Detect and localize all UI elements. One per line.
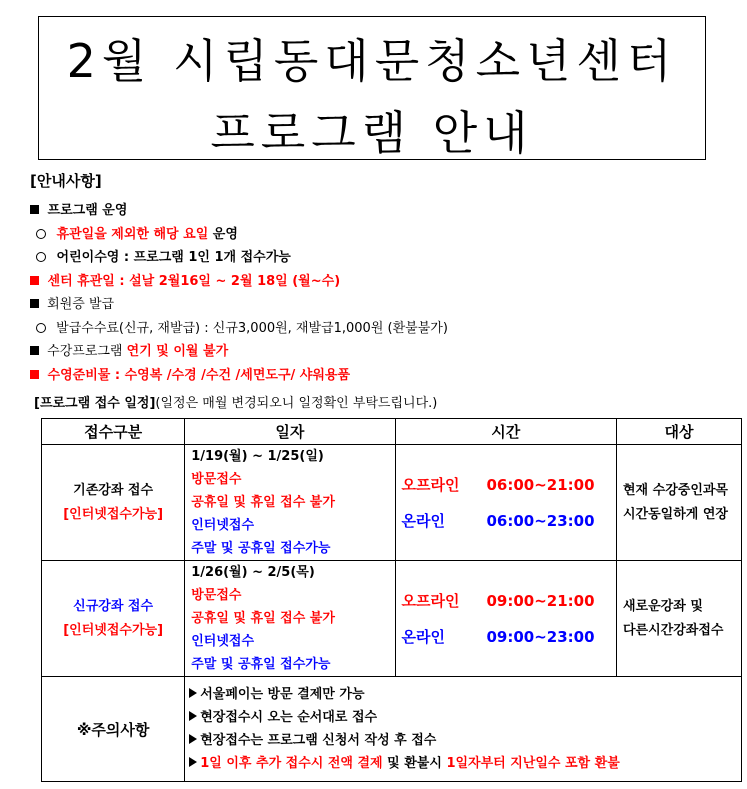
caution-line-2-text: 현장접수시 오는 순서대로 접수 bbox=[200, 710, 378, 725]
triangle-bullet-icon bbox=[189, 688, 197, 698]
row2-time-label-cell bbox=[395, 561, 486, 677]
row2-cat1: 신규강좌 접수 bbox=[73, 598, 154, 614]
caution-line-2 bbox=[185, 706, 741, 729]
table-row bbox=[42, 561, 742, 677]
triangle-bullet-icon bbox=[189, 734, 197, 744]
notice-header: [안내사항] bbox=[30, 172, 102, 190]
row2-target1: 새로운강좌 및 bbox=[623, 598, 703, 614]
square-bullet-icon bbox=[30, 205, 39, 214]
caution-line-4-red2: 1일자부터 지난일수 포함 환불 bbox=[446, 756, 620, 771]
caution-line-4 bbox=[185, 752, 741, 775]
table-row bbox=[42, 445, 742, 561]
table-row bbox=[42, 677, 742, 782]
row1-offline-time: 06:00~21:00 bbox=[486, 475, 595, 494]
row2-date-cell bbox=[185, 561, 395, 677]
square-bullet-icon bbox=[30, 299, 39, 308]
notice-op-item-2 bbox=[30, 246, 720, 270]
caution-cell bbox=[185, 677, 742, 782]
row2-visit: 방문접수 bbox=[191, 588, 242, 603]
circle-bullet-icon bbox=[36, 229, 46, 239]
row1-internet: 인터넷접수 bbox=[191, 518, 255, 533]
triangle-bullet-icon bbox=[189, 711, 197, 721]
closed-text: 센터 휴관일 : 설날 2월16일 ~ 2월 18일 (월~수) bbox=[47, 273, 341, 289]
caution-line-3 bbox=[185, 729, 741, 752]
notice-section bbox=[30, 170, 720, 387]
notice-op-item-1 bbox=[30, 223, 720, 247]
row1-target2: 시간동일하게 연장 bbox=[623, 506, 728, 522]
row1-cat1: 기존강좌 접수 bbox=[73, 482, 154, 498]
header-category: 접수구분 bbox=[42, 419, 185, 445]
notice-membership bbox=[30, 293, 720, 317]
row1-date: 1/19(월) ~ 1/25(일) bbox=[191, 449, 324, 464]
title-box bbox=[38, 16, 706, 160]
row2-target bbox=[617, 561, 742, 677]
row2-visit-note: 공휴일 및 휴일 접수 불가 bbox=[191, 611, 335, 626]
row1-offline-label: 오프라인 bbox=[401, 475, 460, 494]
row2-offline-time: 09:00~21:00 bbox=[486, 591, 595, 610]
circle-bullet-icon bbox=[36, 252, 46, 262]
row1-online-label: 온라인 bbox=[401, 511, 446, 530]
row1-target bbox=[617, 445, 742, 561]
fee-text: 발급수수료(신규, 재발급) : 신규3,000원, 재발급1,000원 (환불불가) bbox=[56, 320, 448, 336]
op-item1-black: 운영 bbox=[212, 226, 238, 242]
row2-date: 1/26(월) ~ 2/5(목) bbox=[191, 565, 315, 580]
op-item2-text: 어린이수영 : 프로그램 1인 1개 접수가능 bbox=[56, 250, 291, 265]
course-red-text: 연기 및 이월 불가 bbox=[126, 344, 229, 359]
title-line-1: 2월 시립동대문청소년센터 bbox=[66, 34, 678, 88]
notice-fee bbox=[30, 317, 720, 341]
row2-target2: 다른시간강좌접수 bbox=[623, 622, 724, 638]
caution-label: ※주의사항 bbox=[42, 677, 185, 782]
notice-course bbox=[30, 340, 720, 364]
row1-target1: 현재 수강중인과목 bbox=[623, 482, 728, 498]
course-text: 수강프로그램 bbox=[47, 344, 123, 359]
row1-date-cell bbox=[185, 445, 395, 561]
row2-time-value-cell bbox=[486, 561, 616, 677]
row1-visit: 방문접수 bbox=[191, 472, 242, 487]
schedule-title: [프로그램 접수 일정] bbox=[34, 396, 156, 411]
row1-time-label-cell bbox=[395, 445, 486, 561]
header-target: 대상 bbox=[617, 419, 742, 445]
row1-cat2: [인터넷접수가능] bbox=[63, 506, 164, 522]
header-date: 일자 bbox=[185, 419, 395, 445]
schedule-subtitle: (일정은 매월 변경되오니 일정확인 부탁드립니다.) bbox=[155, 396, 438, 411]
row2-offline-label: 오프라인 bbox=[401, 591, 460, 610]
row2-cat2: [인터넷접수가능] bbox=[63, 622, 164, 638]
schedule-heading bbox=[34, 392, 437, 411]
title-line-2: 프로그램 안내 bbox=[210, 106, 534, 160]
caution-line-3-text: 현장접수는 프로그램 신청서 작성 후 접수 bbox=[200, 733, 437, 748]
notice-program-op bbox=[30, 199, 720, 223]
row1-time-value-cell bbox=[486, 445, 616, 561]
schedule-table bbox=[41, 418, 742, 782]
header-time: 시간 bbox=[395, 419, 616, 445]
row2-online-time: 09:00~23:00 bbox=[486, 627, 595, 646]
triangle-bullet-icon bbox=[189, 757, 197, 767]
circle-bullet-icon bbox=[36, 323, 46, 333]
row1-visit-note: 공휴일 및 휴일 접수 불가 bbox=[191, 495, 335, 510]
op-item1-red: 휴관일을 제외한 해당 요일 bbox=[56, 226, 209, 242]
row2-internet: 인터넷접수 bbox=[191, 634, 255, 649]
square-bullet-icon bbox=[30, 276, 39, 285]
row1-online-time: 06:00~23:00 bbox=[486, 511, 595, 530]
program-op-text: 프로그램 운영 bbox=[47, 203, 128, 218]
caution-line-4-black: 및 환불시 bbox=[387, 756, 442, 771]
square-bullet-icon bbox=[30, 370, 39, 379]
swim-text: 수영준비물 : 수영복 /수경 /수건 /세면도구/ 샤워용품 bbox=[47, 367, 351, 383]
row1-category bbox=[42, 445, 185, 561]
caution-line-1 bbox=[185, 683, 741, 706]
square-bullet-icon bbox=[30, 346, 39, 355]
table-header-row bbox=[42, 419, 742, 445]
row2-category bbox=[42, 561, 185, 677]
notice-closed bbox=[30, 270, 720, 294]
membership-text: 회원증 발급 bbox=[47, 297, 115, 312]
notice-swim bbox=[30, 364, 720, 388]
row2-online-label: 온라인 bbox=[401, 627, 446, 646]
caution-line-4-red1: 1일 이후 추가 접수시 전액 결제 bbox=[200, 756, 383, 771]
caution-line-1-text: 서울페이는 방문 결제만 가능 bbox=[200, 687, 365, 702]
row2-internet-note: 주말 및 공휴일 접수가능 bbox=[191, 657, 331, 672]
row1-internet-note: 주말 및 공휴일 접수가능 bbox=[191, 541, 331, 556]
